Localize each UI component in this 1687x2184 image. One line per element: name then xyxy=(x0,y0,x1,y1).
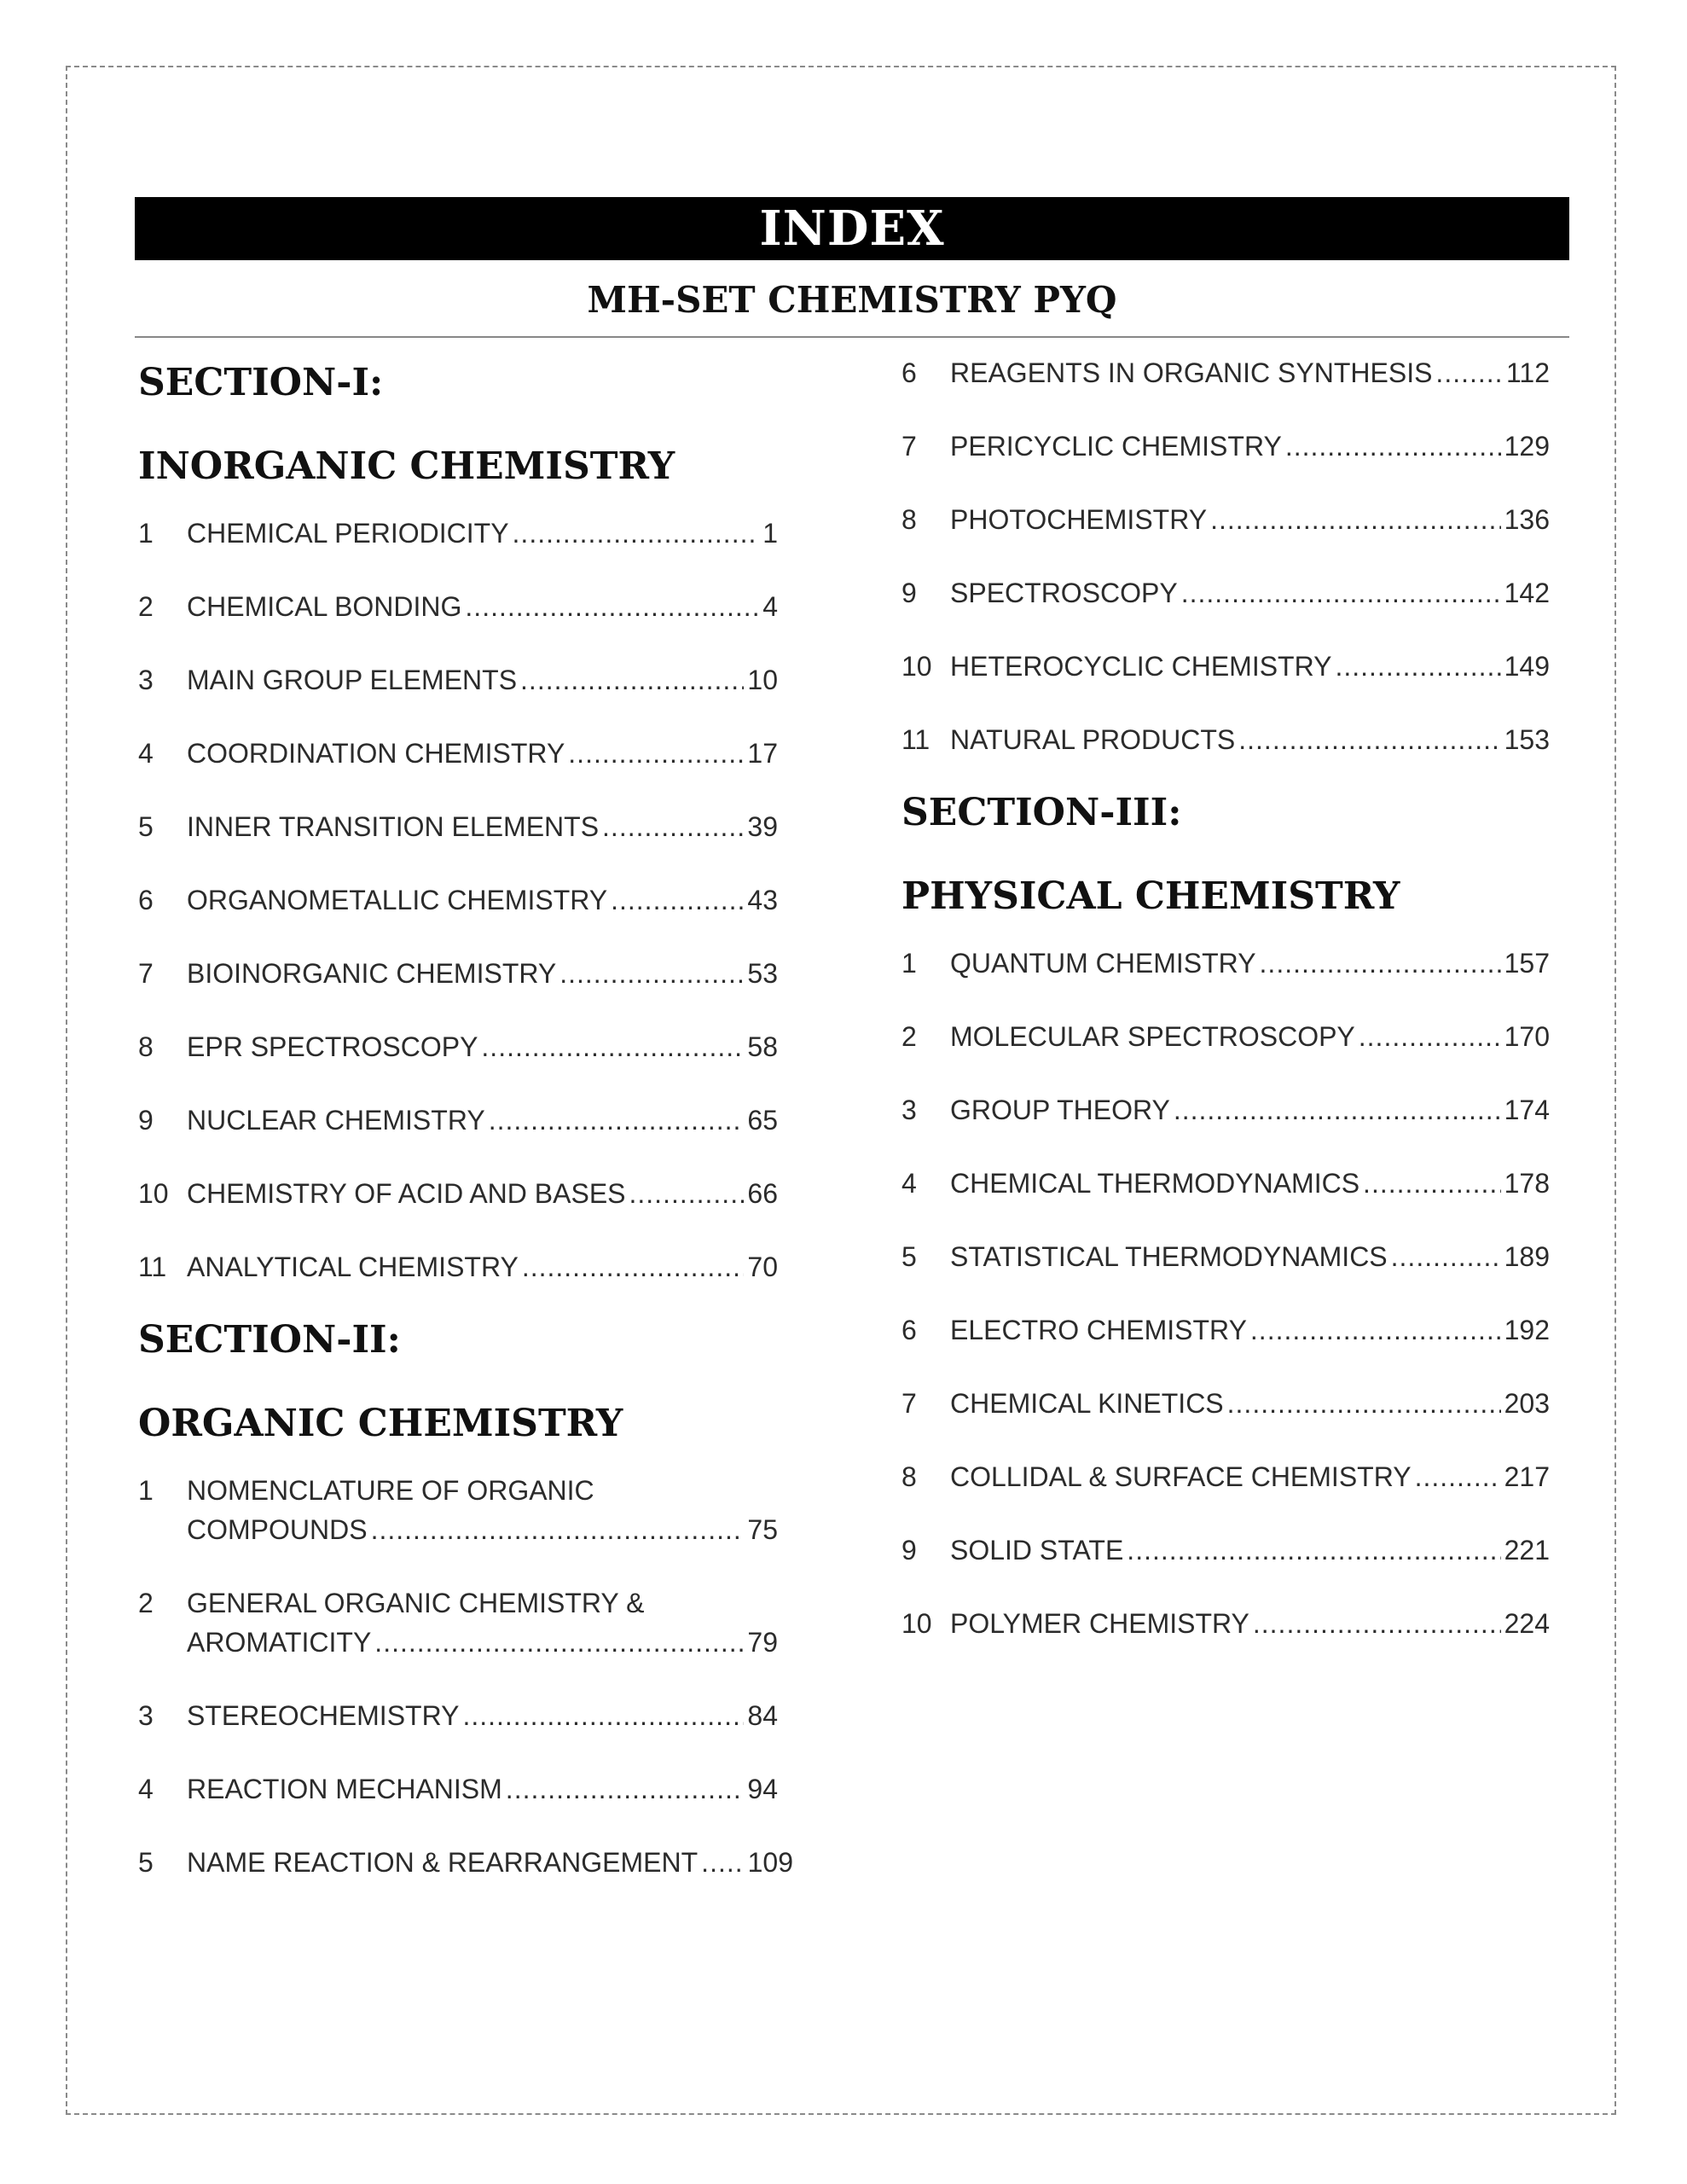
section-inorganic xyxy=(138,360,778,1287)
toc-entry[interactable] xyxy=(138,1247,778,1287)
entry-number: 1 xyxy=(138,518,154,549)
entry-title: CHEMICAL KINETICS xyxy=(950,1388,1224,1419)
dot-leader xyxy=(1335,647,1500,686)
entry-title: REAGENTS IN ORGANIC SYNTHESIS xyxy=(950,357,1433,388)
entry-page: 203 xyxy=(1504,1388,1550,1419)
dot-leader xyxy=(1181,573,1501,613)
entry-title: BIOINORGANIC CHEMISTRY xyxy=(187,958,557,989)
entry-number: 6 xyxy=(901,1315,917,1345)
dot-leader xyxy=(1127,1531,1500,1570)
entry-title: INNER TRANSITION ELEMENTS xyxy=(187,811,600,842)
toc-entry[interactable] xyxy=(901,1457,1550,1496)
entry-page: 66 xyxy=(747,1178,778,1209)
entry-number: 11 xyxy=(901,724,930,755)
toc-entry[interactable] xyxy=(901,1384,1550,1423)
toc-entry[interactable] xyxy=(901,1164,1550,1203)
entry-page: 170 xyxy=(1504,1021,1550,1052)
entry-title-line1: GENERAL ORGANIC CHEMISTRY & xyxy=(187,1588,645,1618)
entry-title: MAIN GROUP ELEMENTS xyxy=(187,665,518,695)
entry-number: 7 xyxy=(901,431,917,462)
entry-page: 4 xyxy=(762,591,778,622)
section-heading: PHYSICAL CHEMISTRY xyxy=(901,874,1400,918)
toc-entry[interactable] xyxy=(138,1174,778,1213)
entry-page: 70 xyxy=(747,1252,778,1282)
entry-title: CHEMICAL BONDING xyxy=(187,591,462,622)
entry-page: 94 xyxy=(747,1774,778,1804)
dot-leader xyxy=(629,1174,745,1213)
toc-entry[interactable] xyxy=(138,514,778,553)
entry-page: 189 xyxy=(1504,1241,1550,1272)
dot-leader xyxy=(1285,427,1501,466)
entry-page: 149 xyxy=(1504,651,1550,682)
entry-number: 5 xyxy=(138,811,154,842)
toc-entry[interactable] xyxy=(901,1237,1550,1276)
entry-page: 224 xyxy=(1504,1608,1550,1639)
entry-title: ANALYTICAL CHEMISTRY xyxy=(187,1252,519,1282)
dot-leader xyxy=(602,807,744,846)
dot-leader xyxy=(1359,1017,1501,1056)
entry-number: 9 xyxy=(901,1535,917,1565)
entry-page: 174 xyxy=(1504,1095,1550,1125)
section-heading: INORGANIC CHEMISTRY xyxy=(138,444,675,488)
entry-page: 75 xyxy=(747,1514,778,1545)
entry-page: 65 xyxy=(747,1105,778,1136)
toc-entry[interactable] xyxy=(138,1583,778,1662)
entry-page: 53 xyxy=(747,958,778,989)
toc-entry[interactable] xyxy=(901,500,1550,539)
dot-leader xyxy=(513,514,760,553)
entry-number: 3 xyxy=(138,1700,154,1731)
toc-entry[interactable] xyxy=(901,944,1550,983)
entry-title: MOLECULAR SPECTROSCOPY xyxy=(950,1021,1355,1052)
entry-number: 9 xyxy=(901,578,917,608)
dot-leader xyxy=(1391,1237,1501,1276)
entry-number: 7 xyxy=(138,958,154,989)
entry-number: 10 xyxy=(901,651,932,682)
entry-title: REACTION MECHANISM xyxy=(187,1774,502,1804)
toc-entry[interactable] xyxy=(901,1531,1550,1570)
entry-page: 39 xyxy=(747,811,778,842)
entry-title: CHEMISTRY OF ACID AND BASES xyxy=(187,1178,626,1209)
toc-entry[interactable] xyxy=(138,587,778,626)
toc-entry[interactable] xyxy=(901,647,1550,686)
entry-title: PERICYCLIC CHEMISTRY xyxy=(950,431,1282,462)
dot-leader xyxy=(1227,1384,1501,1423)
toc-entry[interactable] xyxy=(138,807,778,846)
toc-entry[interactable] xyxy=(138,734,778,773)
entry-number: 4 xyxy=(138,1774,154,1804)
entry-number: 9 xyxy=(138,1105,154,1136)
book-subtitle: MH-SET CHEMISTRY PYQ xyxy=(587,279,1117,321)
entry-page: 192 xyxy=(1504,1315,1550,1345)
section-organic xyxy=(138,1317,793,1882)
entry-page: 43 xyxy=(747,885,778,915)
entry-title: STEREOCHEMISTRY xyxy=(187,1700,460,1731)
entry-page: 84 xyxy=(747,1700,778,1731)
dot-leader xyxy=(371,1510,745,1549)
entry-number: 2 xyxy=(901,1021,917,1052)
entry-number: 8 xyxy=(138,1031,154,1062)
entry-number: 1 xyxy=(901,948,917,979)
toc-entry[interactable] xyxy=(138,660,778,700)
entry-title: HETEROCYCLIC CHEMISTRY xyxy=(950,651,1332,682)
entry-page: 112 xyxy=(1505,357,1550,388)
section-heading: SECTION-II: xyxy=(138,1318,401,1362)
entry-number: 5 xyxy=(138,1847,154,1878)
entry-title: NAME REACTION & REARRANGEMENT xyxy=(187,1847,699,1878)
dot-leader xyxy=(1260,944,1501,983)
entry-page: 58 xyxy=(747,1031,778,1062)
toc-entry[interactable] xyxy=(138,1696,778,1735)
toc-entry[interactable] xyxy=(901,1017,1550,1056)
dot-leader xyxy=(568,734,744,773)
toc-entry[interactable] xyxy=(901,1090,1550,1130)
entry-page: 79 xyxy=(747,1627,778,1658)
entry-title: ELECTRO CHEMISTRY xyxy=(950,1315,1247,1345)
entry-number: 5 xyxy=(901,1241,917,1272)
entry-title: STATISTICAL THERMODYNAMICS xyxy=(950,1241,1388,1272)
entry-page: 142 xyxy=(1504,578,1550,608)
entry-page: 221 xyxy=(1504,1535,1550,1565)
entry-number: 3 xyxy=(901,1095,917,1125)
toc-entry[interactable] xyxy=(138,1471,778,1549)
dot-leader xyxy=(1435,353,1503,392)
dot-leader xyxy=(1238,720,1500,759)
dot-leader xyxy=(462,1696,744,1735)
entry-number: 4 xyxy=(901,1168,917,1199)
dot-leader xyxy=(611,880,744,920)
dot-leader xyxy=(1363,1164,1501,1203)
dot-leader xyxy=(506,1769,745,1809)
entry-title: ORGANOMETALLIC CHEMISTRY xyxy=(187,885,608,915)
dot-leader xyxy=(520,660,744,700)
section-heading: ORGANIC CHEMISTRY xyxy=(138,1402,623,1445)
section-physical xyxy=(901,790,1550,1643)
entry-title: CHEMICAL PERIODICITY xyxy=(187,518,509,549)
entry-title: NATURAL PRODUCTS xyxy=(950,724,1236,755)
entry-title: AROMATICITY xyxy=(187,1627,372,1658)
dot-leader xyxy=(1415,1457,1501,1496)
toc-entry[interactable] xyxy=(138,954,778,993)
entry-number: 6 xyxy=(138,885,154,915)
dot-leader xyxy=(1253,1604,1501,1643)
entry-page: 109 xyxy=(747,1847,793,1878)
index-banner: INDEX xyxy=(135,197,1569,260)
toc-entry[interactable] xyxy=(901,720,1550,759)
dot-leader xyxy=(559,954,744,993)
toc-entry[interactable] xyxy=(138,1843,793,1882)
entry-page: 178 xyxy=(1504,1168,1550,1199)
entry-page: 17 xyxy=(747,738,778,769)
toc-entry[interactable] xyxy=(901,1604,1550,1643)
entry-title: CHEMICAL THERMODYNAMICS xyxy=(950,1168,1360,1199)
entry-title: SOLID STATE xyxy=(950,1535,1124,1565)
toc-entry[interactable] xyxy=(138,1101,778,1140)
entry-page: 1 xyxy=(762,518,778,549)
section-organic-continued xyxy=(901,353,1550,759)
entry-number: 6 xyxy=(901,357,917,388)
toc-entry[interactable] xyxy=(901,573,1550,613)
dot-leader xyxy=(701,1843,744,1882)
entry-number: 8 xyxy=(901,1461,917,1492)
toc-entry[interactable] xyxy=(138,1027,778,1066)
toc-entry[interactable] xyxy=(901,353,1550,392)
entry-number: 7 xyxy=(901,1388,917,1419)
entry-title: COORDINATION CHEMISTRY xyxy=(187,738,565,769)
dot-leader xyxy=(465,587,759,626)
header-divider xyxy=(135,336,1569,338)
toc-entry[interactable] xyxy=(138,880,778,920)
dot-leader xyxy=(374,1623,744,1662)
toc-entry[interactable] xyxy=(138,1769,778,1809)
entry-number: 2 xyxy=(138,1588,154,1618)
entry-number: 10 xyxy=(138,1178,169,1209)
entry-title: COMPOUNDS xyxy=(187,1514,368,1545)
section-heading: SECTION-III: xyxy=(901,791,1182,834)
dot-leader xyxy=(481,1027,744,1066)
entry-page: 10 xyxy=(747,665,778,695)
entry-number: 8 xyxy=(901,504,917,535)
entry-page: 136 xyxy=(1504,504,1550,535)
dot-leader xyxy=(489,1101,745,1140)
entry-title: PHOTOCHEMISTRY xyxy=(950,504,1208,535)
entry-title-line1: NOMENCLATURE OF ORGANIC xyxy=(187,1475,594,1506)
entry-number: 3 xyxy=(138,665,154,695)
entry-number: 11 xyxy=(138,1252,167,1282)
entry-title: COLLIDAL & SURFACE CHEMISTRY xyxy=(950,1461,1412,1492)
entry-number: 4 xyxy=(138,738,154,769)
toc-entry[interactable] xyxy=(901,427,1550,466)
entry-title: GROUP THEORY xyxy=(950,1095,1170,1125)
entry-title: QUANTUM CHEMISTRY xyxy=(950,948,1256,979)
entry-page: 217 xyxy=(1504,1461,1550,1492)
entry-title: SPECTROSCOPY xyxy=(950,578,1178,608)
entry-title: POLYMER CHEMISTRY xyxy=(950,1608,1249,1639)
dot-leader xyxy=(1250,1310,1501,1350)
entry-page: 153 xyxy=(1504,724,1550,755)
section-heading: SECTION-I: xyxy=(138,361,384,404)
entry-title: EPR SPECTROSCOPY xyxy=(187,1031,478,1062)
entry-number: 2 xyxy=(138,591,154,622)
entry-number: 10 xyxy=(901,1608,932,1639)
entry-page: 157 xyxy=(1504,948,1550,979)
entry-page: 129 xyxy=(1504,431,1550,462)
entry-title: NUCLEAR CHEMISTRY xyxy=(187,1105,485,1136)
dot-leader xyxy=(1210,500,1501,539)
left-column xyxy=(138,350,793,1882)
toc-entry[interactable] xyxy=(901,1310,1550,1350)
entry-number: 1 xyxy=(138,1475,154,1506)
dot-leader xyxy=(522,1247,745,1287)
right-column xyxy=(901,350,1550,1643)
dot-leader xyxy=(1174,1090,1501,1130)
